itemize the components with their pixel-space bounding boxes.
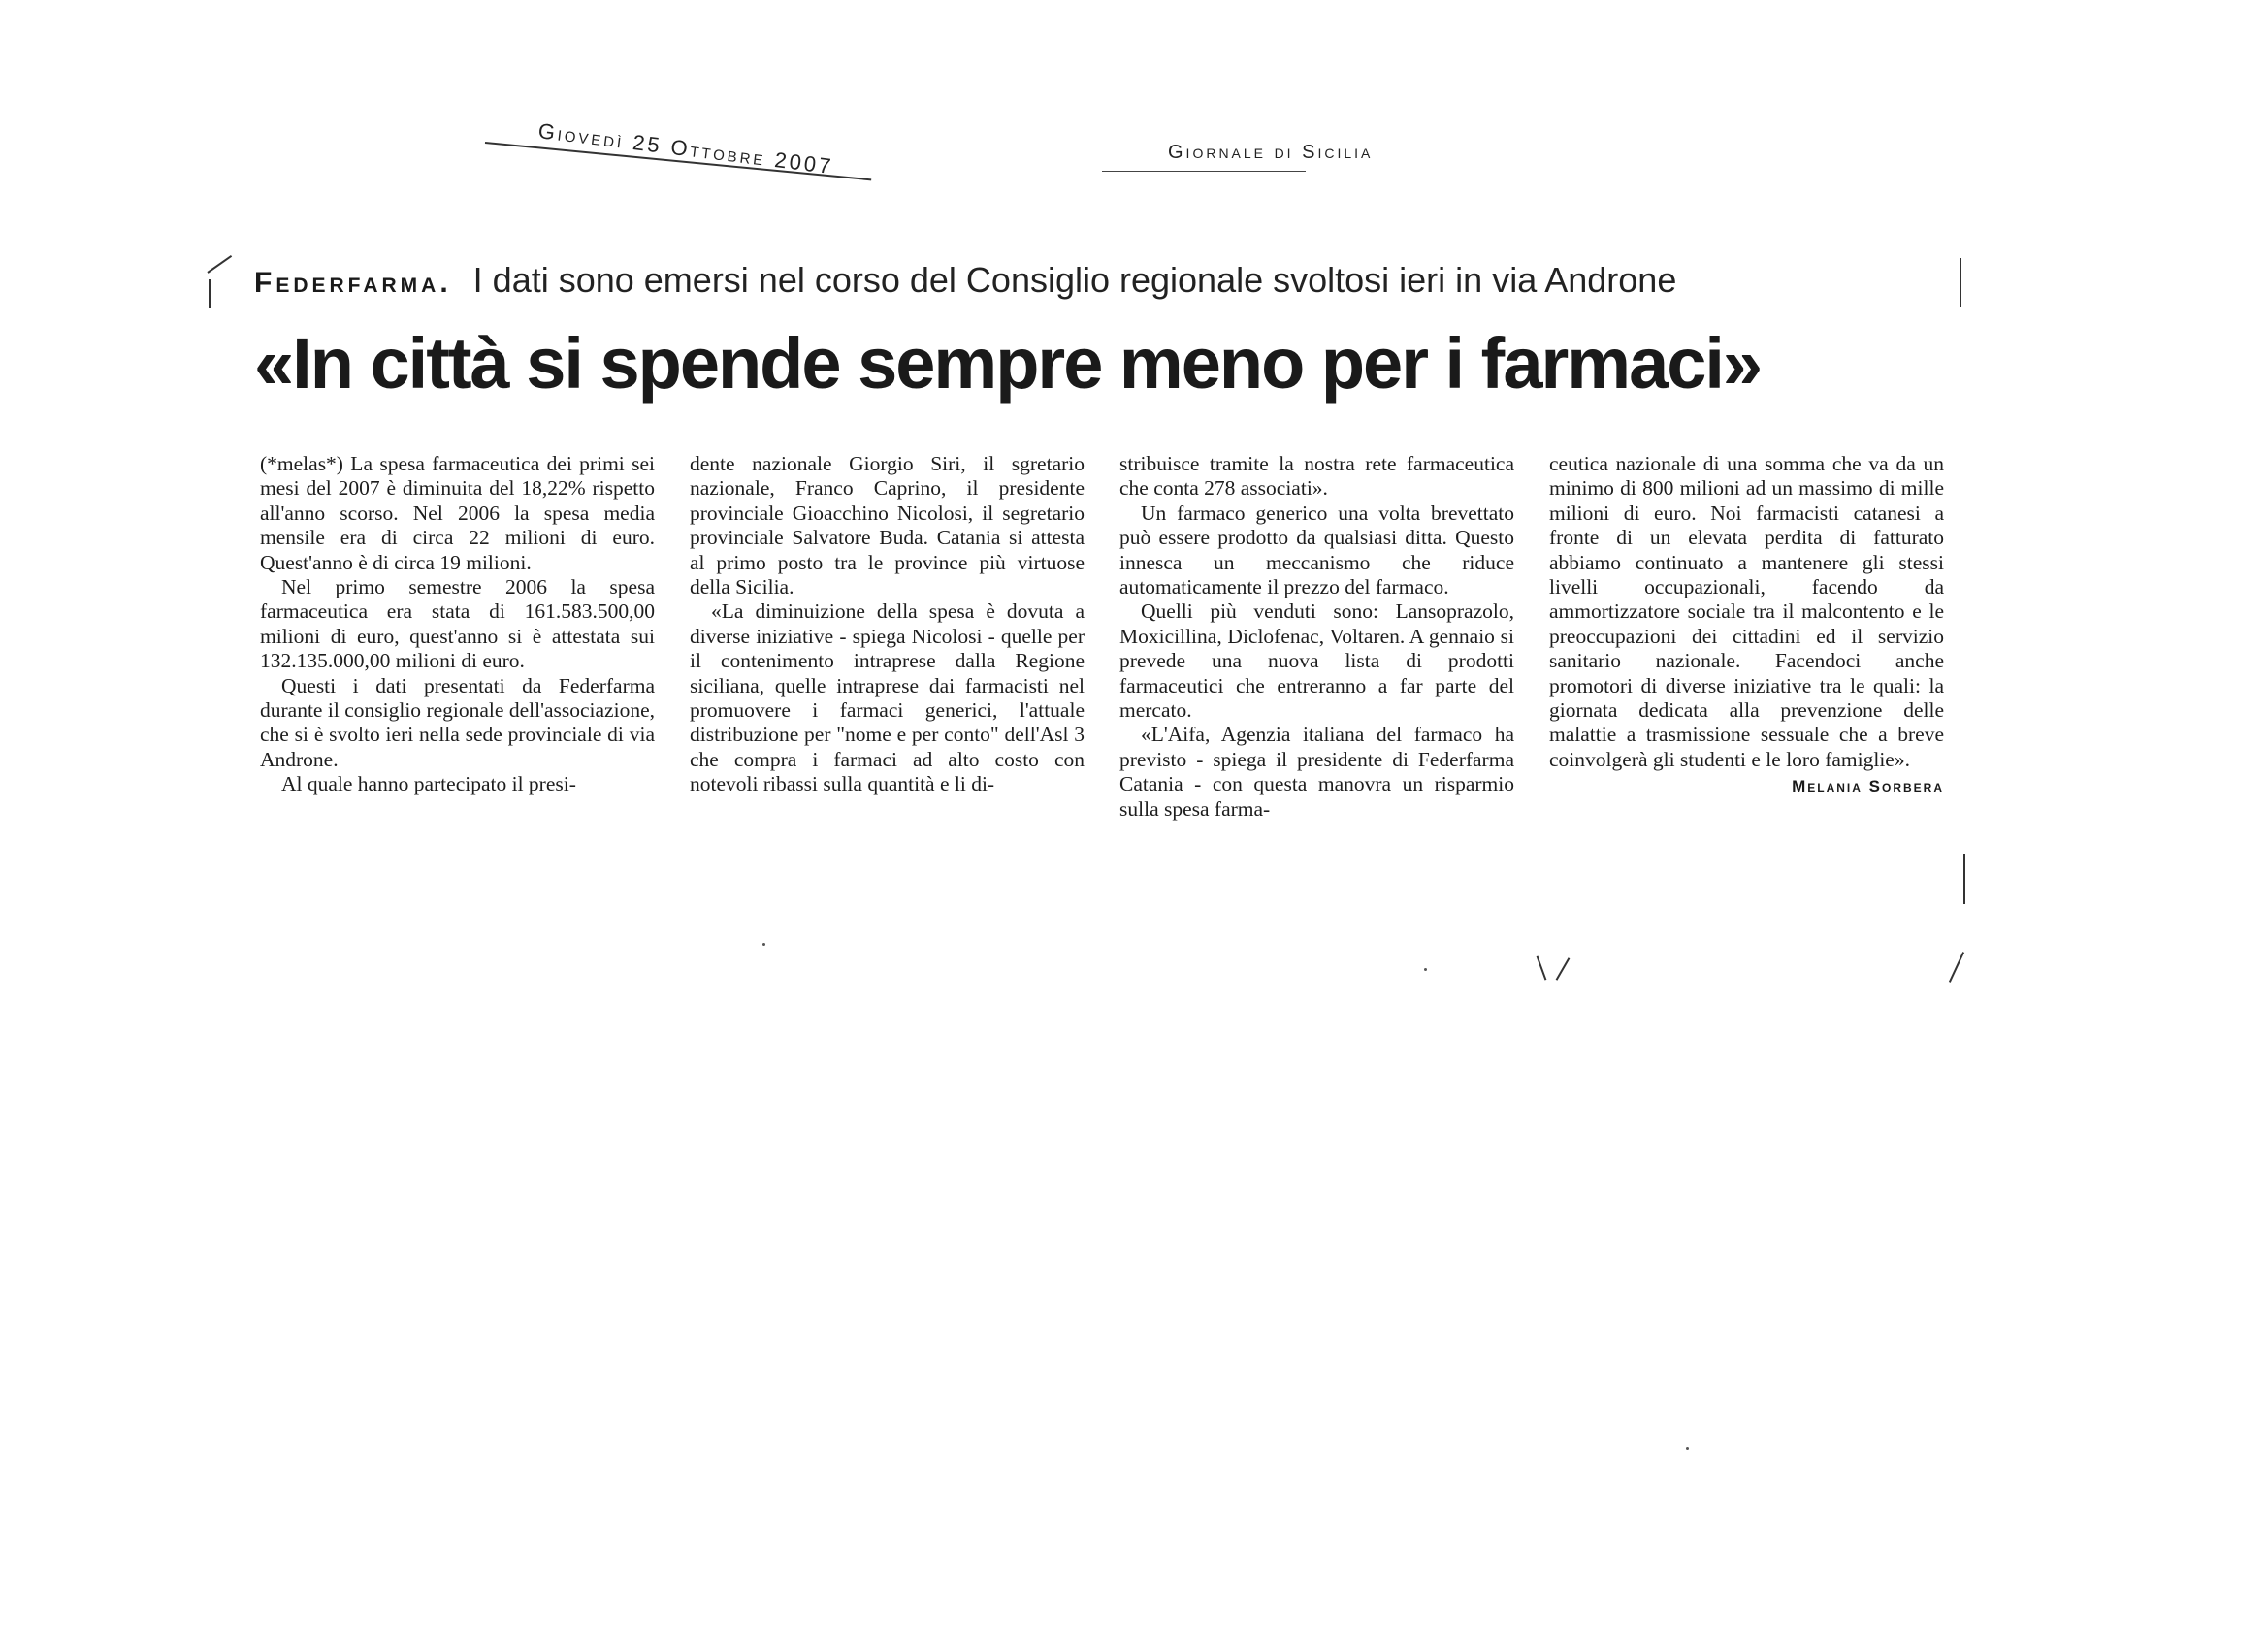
paragraph: «La diminuizione della spesa è dovuta a diverse iniziative - spiega Nicolosi - quelle per il contenimento intraprese dalla Regione siciliana, quelle intraprese dai farmacisti nel promuovere i farmaci generici, l'attuale distribuzione per "nome e per conto" dell'Asl 3 che compra i farmaci ad alto costo con notevoli ribassi sulla quantità e li di- (690, 599, 1085, 796)
scan-speck (1686, 1447, 1689, 1450)
article-body (260, 452, 1944, 918)
article-subtitle: I dati sono emersi nel corso del Consiglio regionale svoltosi ieri in via Androne (472, 260, 1677, 300)
article-column-3 (1119, 452, 1514, 918)
paragraph: Questi i dati presentati da Federfarma durante il consiglio regionale dell'associazione, che si è svolto ieri nella sede provinciale di via Androne. (260, 673, 655, 771)
paragraph: «L'Aifa, Agenzia italiana del farmaco ha previsto - spiega il presidente di Federfarma Catania - con questa manovra un risparmio sulla spesa farma- (1119, 723, 1514, 821)
article-column-4 (1549, 452, 1944, 918)
date-header (485, 118, 873, 192)
paragraph: Quelli più venduti sono: Lansoprazolo, Moxicillina, Diclofenac, Voltaren. A gennaio si prevede una nuova lista di prodotti farmaceutici che entreranno a far parte del mercato. (1119, 599, 1514, 723)
scan-speck (1424, 968, 1427, 971)
article-column-1 (260, 452, 655, 918)
newspaper-header (1102, 142, 1422, 180)
clip-mark (1949, 952, 1964, 983)
clip-mark (1556, 957, 1571, 981)
clip-mark (1537, 955, 1547, 980)
paragraph: dente nazionale Giorgio Siri, il sgretario nazionale, Franco Caprino, il presidente provinciale Gioacchino Nicolosi, il segretario provinciale Salvatore Buda. Catania si attesta al primo posto tra le province più virtuose della Sicilia. (690, 452, 1085, 599)
author-byline: Melania Sorbera (1792, 777, 1944, 796)
paragraph: ceutica nazionale di una somma che va da un minimo di 800 milioni ad un massimo di mille milioni di euro. Noi farmacisti catanesi a fronte di un elevata perdita di fatturato abbiamo continuato a mantenere gli stessi livelli occupazionali, facendo da ammortizzatore sociale tra il malcontento e le preoccupazioni dei cittadini ed il servizio sanitario nazionale. Facendoci anche promotori di diverse iniziative tra le quali: la giornata dedicata alla prevenzione delle malattie a trasmissione sessuale che a breve coinvolgerà gli studenti e le loro famiglie». (1549, 452, 1944, 771)
paragraph: stribuisce tramite la nostra rete farmaceutica che conta 278 associati». (1119, 452, 1514, 501)
scan-speck (762, 943, 765, 946)
article-column-2 (690, 452, 1085, 918)
article-kicker-line (254, 260, 1942, 301)
paragraph: Un farmaco generico una volta brevettato può essere prodotto da qualsiasi ditta. Questo innesca un meccanismo che riduce automaticamente il prezzo del farmaco. (1119, 501, 1514, 599)
newspaper-name: Giornale di Sicilia (1168, 142, 1374, 163)
publication-date: Giovedì 25 Ottobre 2007 (536, 118, 835, 179)
paragraph: Nel primo semestre 2006 la spesa farmaceutica era stata di 161.583.500,00 milioni di euro, quest'anno si è attestata sui 132.135.000,00 milioni di euro. (260, 575, 655, 673)
clip-mark (1960, 258, 1961, 307)
paragraph: Al quale hanno partecipato il presi- (281, 772, 576, 796)
newspaper-rule (1102, 171, 1306, 172)
clip-mark (1963, 854, 1965, 904)
section-kicker: Federfarma. (254, 267, 452, 299)
clip-mark (209, 279, 211, 308)
article-headline: «In città si spende sempre meno per i farmaci» (254, 323, 1762, 404)
clip-mark (207, 255, 232, 274)
paragraph: (*melas*) La spesa farmaceutica dei primi sei mesi del 2007 è diminuita del 18,22% rispetto all'anno scorso. Nel 2006 la spesa media mensile era di circa 22 milioni di euro. Quest'anno è di circa 19 milioni. (260, 452, 655, 574)
